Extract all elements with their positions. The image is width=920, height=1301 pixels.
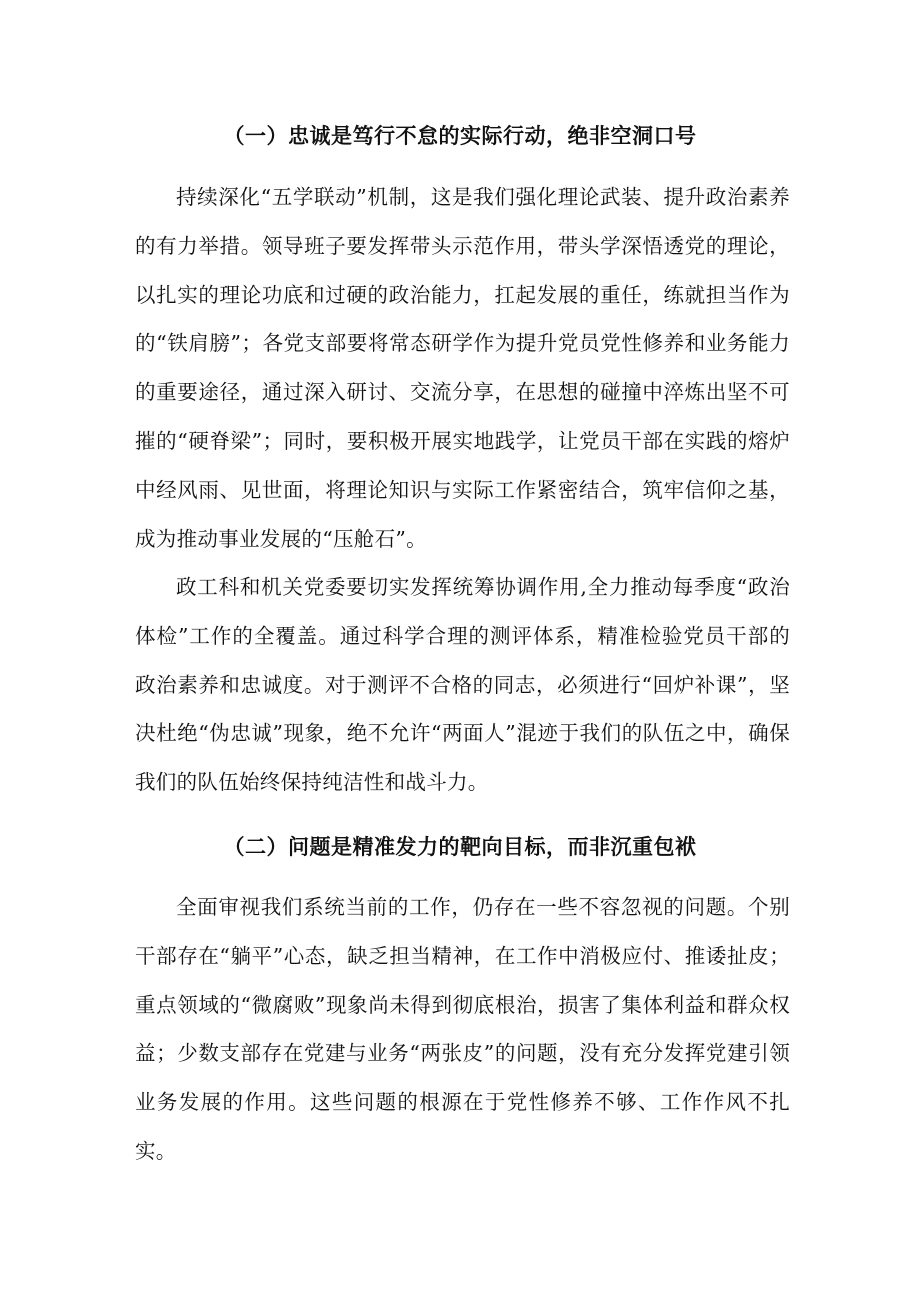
- paragraph-1: 持续深化“五学联动”机制，这是我们强化理论武装、提升政治素养的有力举措。领导班子要发挥带头示范作用，带头学深悟透党的理论，以扎实的理论功底和过硬的政治能力，扛起发展的重任，练就担当作为的“铁肩膀”；各党支部要将常态研学作为提升党员党性修养和业务能力的重要途径，通过深入研讨、交流分享，在思想的碰撞中淬炼出坚不可摧的“硬脊梁”；同时，要积极开展实地践学，让党员干部在实践的熔炉中经风雨、见世面，将理论知识与实际工作紧密结合，筑牢信仰之基，成为推动事业发展的“压舱石”。: [135, 185, 790, 551]
- section-heading-1: （一）忠诚是笃行不怠的实际行动，绝非空洞口号: [223, 123, 697, 148]
- paragraph-3: 全面审视我们系统当前的工作，仍存在一些不容忽视的问题。个别干部存在“躺平”心态，缺乏担当精神，在工作中消极应付、推诿扯皮；重点领域的“微腐败”现象尚未得到彻底根治，损害了集体利益和群众权益；少数支部存在党建与业务“两张皮”的问题，没有充分发挥党建引领业务发展的作用。这些问题的根源在于党性修养不够、工作作风不扎实。: [135, 895, 790, 1163]
- paragraph-2: 政工科和机关党委要切实发挥统筹协调作用,全力推动每季度“政治体检”工作的全覆盖。通过科学合理的测评体系，精准检验党员干部的政治素养和忠诚度。对于测评不合格的同志，必须进行“回炉补课”，坚决杜绝“伪忠诚”现象，绝不允许“两面人”混迹于我们的队伍之中，确保我们的队伍始终保持纯洁性和战斗力。: [135, 575, 790, 795]
- section-heading-2: （二）问题是精准发力的靶向目标，而非沉重包袱: [223, 834, 697, 859]
